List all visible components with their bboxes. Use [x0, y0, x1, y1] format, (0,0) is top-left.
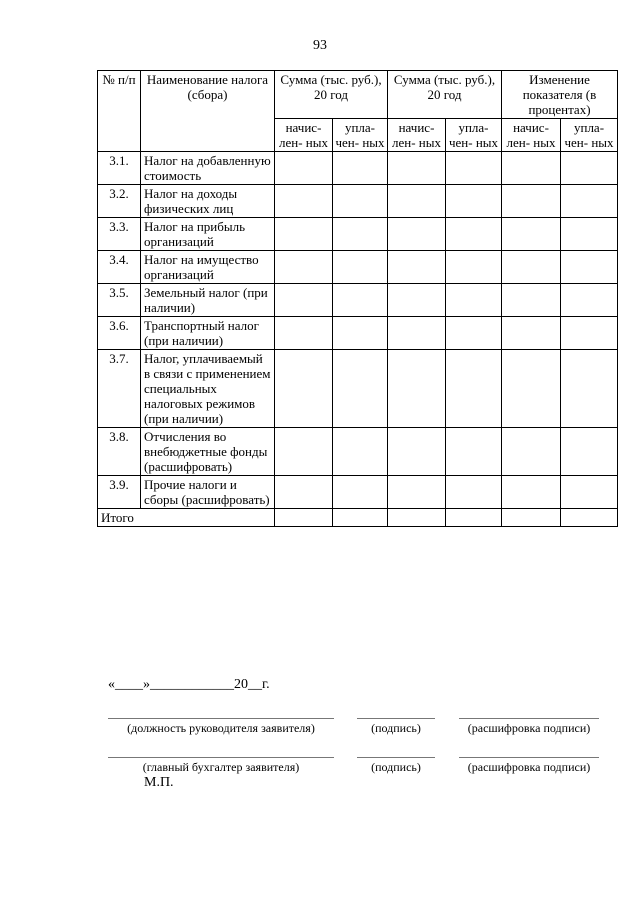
cell	[388, 509, 446, 527]
row-number: 3.5.	[98, 284, 141, 317]
header-change: Изменение показателя (в процентах)	[502, 71, 618, 119]
signature-decode-1: (расшифровка подписи)	[459, 718, 599, 736]
row-tax-name: Налог, уплачиваемый в связи с применением специальных налоговых режимов (при наличии)	[141, 350, 275, 428]
row-tax-name: Прочие налоги и сборы (расшифровать)	[141, 476, 275, 509]
row-number: 3.7.	[98, 350, 141, 428]
cell	[275, 317, 333, 350]
header-num: № п/п	[98, 71, 141, 152]
cell	[275, 218, 333, 251]
total-label: Итого	[98, 509, 275, 527]
cell	[275, 476, 333, 509]
cell	[446, 509, 502, 527]
cell	[333, 428, 388, 476]
subheader-paid: упла- чен- ных	[333, 119, 388, 152]
cell	[446, 350, 502, 428]
subheader-accrued: начис- лен- ных	[275, 119, 333, 152]
cell	[502, 284, 561, 317]
date-line: «____»____________20__г.	[108, 677, 270, 692]
cell	[502, 218, 561, 251]
table-row	[98, 218, 618, 251]
row-number: 3.2.	[98, 185, 141, 218]
row-tax-name: Земельный налог (при наличии)	[141, 284, 275, 317]
cell	[333, 317, 388, 350]
cell	[446, 317, 502, 350]
table-row	[98, 185, 618, 218]
cell	[275, 350, 333, 428]
cell	[388, 152, 446, 185]
signature-position-1: (должность руководителя заявителя)	[108, 718, 334, 736]
total-row	[98, 509, 618, 527]
table-row	[98, 152, 618, 185]
signature-sign-1: (подпись)	[357, 718, 435, 736]
cell	[275, 428, 333, 476]
cell	[502, 428, 561, 476]
subheader-paid: упла- чен- ных	[561, 119, 618, 152]
cell	[333, 218, 388, 251]
table-row	[98, 284, 618, 317]
table-row	[98, 317, 618, 350]
cell	[446, 476, 502, 509]
row-number: 3.4.	[98, 251, 141, 284]
cell	[446, 428, 502, 476]
row-tax-name: Налог на прибыль организаций	[141, 218, 275, 251]
cell	[333, 350, 388, 428]
subheader-accrued: начис- лен- ных	[502, 119, 561, 152]
cell	[502, 476, 561, 509]
table-row	[98, 350, 618, 428]
row-tax-name: Налог на имущество организаций	[141, 251, 275, 284]
table-row	[98, 428, 618, 476]
subheader-accrued: начис- лен- ных	[388, 119, 446, 152]
signature-sign-2: (подпись)	[357, 757, 435, 775]
cell	[502, 317, 561, 350]
cell	[561, 152, 618, 185]
table-row	[98, 476, 618, 509]
cell	[502, 509, 561, 527]
cell	[333, 476, 388, 509]
cell	[446, 185, 502, 218]
cell	[388, 428, 446, 476]
cell	[275, 152, 333, 185]
row-tax-name: Налог на добавленную стоимость	[141, 152, 275, 185]
cell	[333, 509, 388, 527]
cell	[333, 284, 388, 317]
cell	[388, 284, 446, 317]
cell	[561, 218, 618, 251]
page-number: 93	[313, 38, 327, 53]
cell	[446, 218, 502, 251]
cell	[561, 284, 618, 317]
cell	[333, 251, 388, 284]
stamp-placeholder: М.П.	[144, 775, 174, 790]
cell	[446, 251, 502, 284]
cell	[275, 251, 333, 284]
header-sum-2: Сумма (тыс. руб.), 20 год	[388, 71, 502, 119]
row-tax-name: Отчисления во внебюджетные фонды (расшифровать)	[141, 428, 275, 476]
cell	[275, 185, 333, 218]
cell	[561, 350, 618, 428]
cell	[333, 185, 388, 218]
row-number: 3.3.	[98, 218, 141, 251]
cell	[561, 251, 618, 284]
cell	[561, 428, 618, 476]
cell	[388, 317, 446, 350]
row-tax-name: Налог на доходы физических лиц	[141, 185, 275, 218]
cell	[388, 251, 446, 284]
row-number: 3.8.	[98, 428, 141, 476]
table-row	[98, 251, 618, 284]
header-row	[98, 71, 618, 119]
cell	[388, 185, 446, 218]
row-number: 3.6.	[98, 317, 141, 350]
row-tax-name: Транспортный налог (при наличии)	[141, 317, 275, 350]
tax-table	[97, 70, 618, 527]
cell	[388, 218, 446, 251]
signature-decode-2: (расшифровка подписи)	[459, 757, 599, 775]
cell	[561, 509, 618, 527]
cell	[333, 152, 388, 185]
cell	[502, 152, 561, 185]
cell	[275, 509, 333, 527]
subheader-paid: упла- чен- ных	[446, 119, 502, 152]
cell	[446, 152, 502, 185]
row-number: 3.9.	[98, 476, 141, 509]
cell	[502, 251, 561, 284]
row-number: 3.1.	[98, 152, 141, 185]
cell	[561, 317, 618, 350]
cell	[502, 350, 561, 428]
cell	[275, 284, 333, 317]
cell	[446, 284, 502, 317]
cell	[388, 350, 446, 428]
cell	[502, 185, 561, 218]
cell	[561, 185, 618, 218]
cell	[561, 476, 618, 509]
header-sum-1: Сумма (тыс. руб.), 20 год	[275, 71, 388, 119]
signature-position-2: (главный бухгалтер заявителя)	[108, 757, 334, 775]
cell	[388, 476, 446, 509]
header-name: Наименование налога (сбора)	[141, 71, 275, 152]
